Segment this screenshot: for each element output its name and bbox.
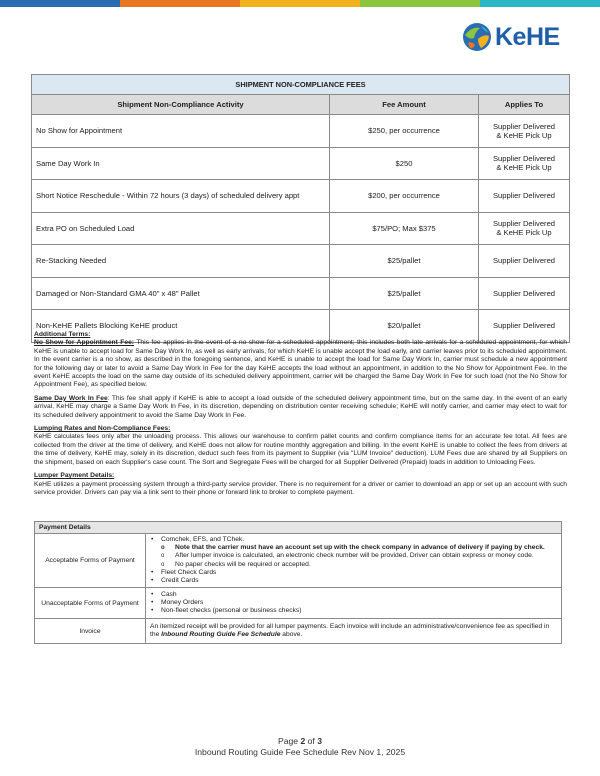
page-of: of xyxy=(305,736,318,746)
list-item: • Credit Cards xyxy=(161,577,557,585)
color-segment-orange xyxy=(120,0,240,7)
payment-details-table xyxy=(34,521,562,644)
invoice-text xyxy=(146,619,562,644)
list-subitem: o After lumper invoice is calculated, an electronic check number will be provided. Driver can obtain express or money code. xyxy=(175,552,557,560)
color-segment-blue xyxy=(0,0,120,7)
list-item: • Non-fleet checks (personal or business checks) xyxy=(161,607,557,615)
list-subitem: o Note that the carrier must have an account set up with the check company in advance of delivery if paying by check. xyxy=(175,544,557,552)
logo-wordmark: KeHE xyxy=(495,22,560,51)
applies-line2: & KeHE Pick Up xyxy=(496,130,552,140)
applies-line1: Supplier Delivered xyxy=(492,121,556,131)
unacceptable-label: Unacceptable Forms of Payment xyxy=(35,588,146,619)
same-day-paragraph xyxy=(34,395,567,420)
table-row xyxy=(32,245,570,278)
acceptable-row xyxy=(35,534,562,588)
no-show-title: No Show for Appointment Fee: xyxy=(34,339,135,347)
column-header-activity: Shipment Non-Compliance Activity xyxy=(32,95,330,115)
lumper-paragraph xyxy=(34,472,567,497)
lumping-paragraph xyxy=(34,425,567,467)
lumper-text: KeHE utilizes a payment processing system through a third-party service provider. There is no requirement for a driver or carrier to download an app or set up an account with such service provider. Drivers can pay via a link sent to their phone or forward link to broker to complete payment. xyxy=(34,480,567,496)
list-item: • Fleet Check Cards xyxy=(161,569,557,577)
applies-cell xyxy=(479,115,570,148)
fee-cell: $75/PO; Max $375 xyxy=(330,212,479,245)
table-row xyxy=(32,115,570,148)
color-segment-teal xyxy=(480,0,600,7)
invoice-text-part2: above. xyxy=(280,631,303,639)
invoice-label: Invoice xyxy=(35,619,146,644)
kehe-logo xyxy=(462,22,560,52)
list-item: • Money Orders xyxy=(161,599,557,607)
list-item: • Cash xyxy=(161,591,557,599)
table-row xyxy=(32,147,570,180)
page-total: 3 xyxy=(317,736,322,746)
same-day-title: Same Day Work In Fee xyxy=(34,394,108,402)
lumping-title: Lumping Rates and Non-Compliance Fees: xyxy=(34,425,171,433)
column-header-fee: Fee Amount xyxy=(330,95,479,115)
table-row xyxy=(32,212,570,245)
fee-cell: $25/pallet xyxy=(330,277,479,310)
document-title: Inbound Routing Guide Fee Schedule Rev Nov 1, 2025 xyxy=(194,747,406,757)
payment-table-header: Payment Details xyxy=(35,522,562,534)
activity-cell: Non-KeHE Pallets Blocking KeHE product xyxy=(32,310,330,343)
terms-heading: Additional Terms: xyxy=(34,331,91,338)
applies-cell: Supplier Delivered xyxy=(479,245,570,278)
fee-cell: $25/pallet xyxy=(330,245,479,278)
fee-cell: $250, per occurrence xyxy=(330,115,479,148)
page-prefix: Page xyxy=(278,736,301,746)
applies-cell: Supplier Delivered xyxy=(479,180,570,213)
table-row xyxy=(32,277,570,310)
unacceptable-values xyxy=(146,588,562,619)
unacceptable-row xyxy=(35,588,562,619)
additional-terms xyxy=(34,331,567,502)
table-row xyxy=(32,180,570,213)
no-show-text: This fee applies in the event of a no show for a scheduled appointment; this includes both late arrivals for a scheduled appointment, for which KeHE is unable to accept load for Same Day Work In, as well as early arrivals, for which KeHE is unable accept the load early, and carrier leaves prior to its scheduled appointment. In the event carrier is a no show, as described in the foregoing sentence, and KeHE is unable to accept the load for Same Day Work In, carrier must schedule a new appointment for the following day or later to avoid a Same Day Work In Fee for the day KeHE accepts the load without an appointment, in addition to the No Show for Appointment Fee. In the event KeHE accepts the load on the same day outside of its scheduled delivery appointment, carrier will be charged the Same Day Work In Fee for such load (not the No Show for Appointment Fee), as specified below. xyxy=(34,339,567,389)
list-item: • Comchek, EFS, and TChek. xyxy=(161,536,557,544)
applies-cell: Supplier Delivered xyxy=(479,310,570,343)
applies-line2: & KeHE Pick Up xyxy=(496,163,552,173)
applies-line2: & KeHE Pick Up xyxy=(496,228,552,238)
page-number xyxy=(0,736,600,746)
color-segment-yellow xyxy=(240,0,360,7)
activity-cell: Extra PO on Scheduled Load xyxy=(32,212,330,245)
activity-cell: No Show for Appointment xyxy=(32,115,330,148)
color-segment-green xyxy=(360,0,480,7)
applies-cell: Supplier Delivered xyxy=(479,277,570,310)
non-compliance-fees-table xyxy=(31,74,570,343)
globe-icon xyxy=(462,22,492,52)
applies-line1: Supplier Delivered xyxy=(492,154,556,164)
table-title: SHIPMENT NON-COMPLIANCE FEES xyxy=(32,75,570,95)
applies-cell xyxy=(479,147,570,180)
applies-cell xyxy=(479,212,570,245)
activity-cell: Same Day Work In xyxy=(32,147,330,180)
fee-cell: $200, per occurrence xyxy=(330,180,479,213)
activity-cell: Short Notice Reschedule - Within 72 hours (3 days) of scheduled delivery appt xyxy=(32,180,330,213)
same-day-text: : This fee shall apply if KeHE is able to accept a load outside of the scheduled delivery appointment time, but on the same day. In the event of an early arrival, KeHE may charge a Same Day Work In Fee, in its discretion, depending on distribution center receiving schedule; KeHE will notify carrier, and carrier may elect to wait for its scheduled delivery appointment to avoid the Same Day Work In Fee. xyxy=(34,394,567,419)
list-subitem: o No paper checks will be required or accepted. xyxy=(175,561,557,569)
activity-cell: Re-Stacking Needed xyxy=(32,245,330,278)
fee-cell: $250 xyxy=(330,147,479,180)
lumping-text: KeHE calculates fees only after the unloading process. This allows our warehouse to confirm pallet counts and confirm compliance items for an accurate fee total. All fees are collected from the driver at the time of delivery, and KeHE does not allow for routine monthly aggregation and billing. In the event KeHE is unable to collect the fees from drivers at the time of delivery, KeHE may, solely in its discretion, deduct such fees from its payment to Supplier (via "LUM Invoice" deduction). LUM Fees due are shared by all Suppliers on the shipment, based on each Supplier's case count. The Sort and Segregate Fees will be charged for all Supplier Delivered (Prepaid) loads in addition to Unloading Fees. xyxy=(34,433,567,466)
applies-line1: Supplier Delivered xyxy=(492,219,556,229)
no-show-paragraph xyxy=(34,339,567,389)
activity-cell: Damaged or Non-Standard GMA 40" x 48" Pallet xyxy=(32,277,330,310)
lumper-title: Lumper Payment Details: xyxy=(34,472,115,480)
invoice-row xyxy=(35,619,562,644)
acceptable-label: Acceptable Forms of Payment xyxy=(35,534,146,588)
page-current: 2 xyxy=(300,736,306,746)
top-color-bar xyxy=(0,0,600,7)
invoice-fee-schedule-ref: Inbound Routing Guide Fee Schedule xyxy=(161,631,281,639)
fee-cell: $20/pallet xyxy=(330,310,479,343)
column-header-applies: Applies To xyxy=(479,95,570,115)
invoice-text-part1: An itemized receipt will be provided for all lumper payments. Each invoice will include an administrative/convenience fee as specified in the xyxy=(150,623,550,639)
acceptable-values xyxy=(146,534,562,588)
